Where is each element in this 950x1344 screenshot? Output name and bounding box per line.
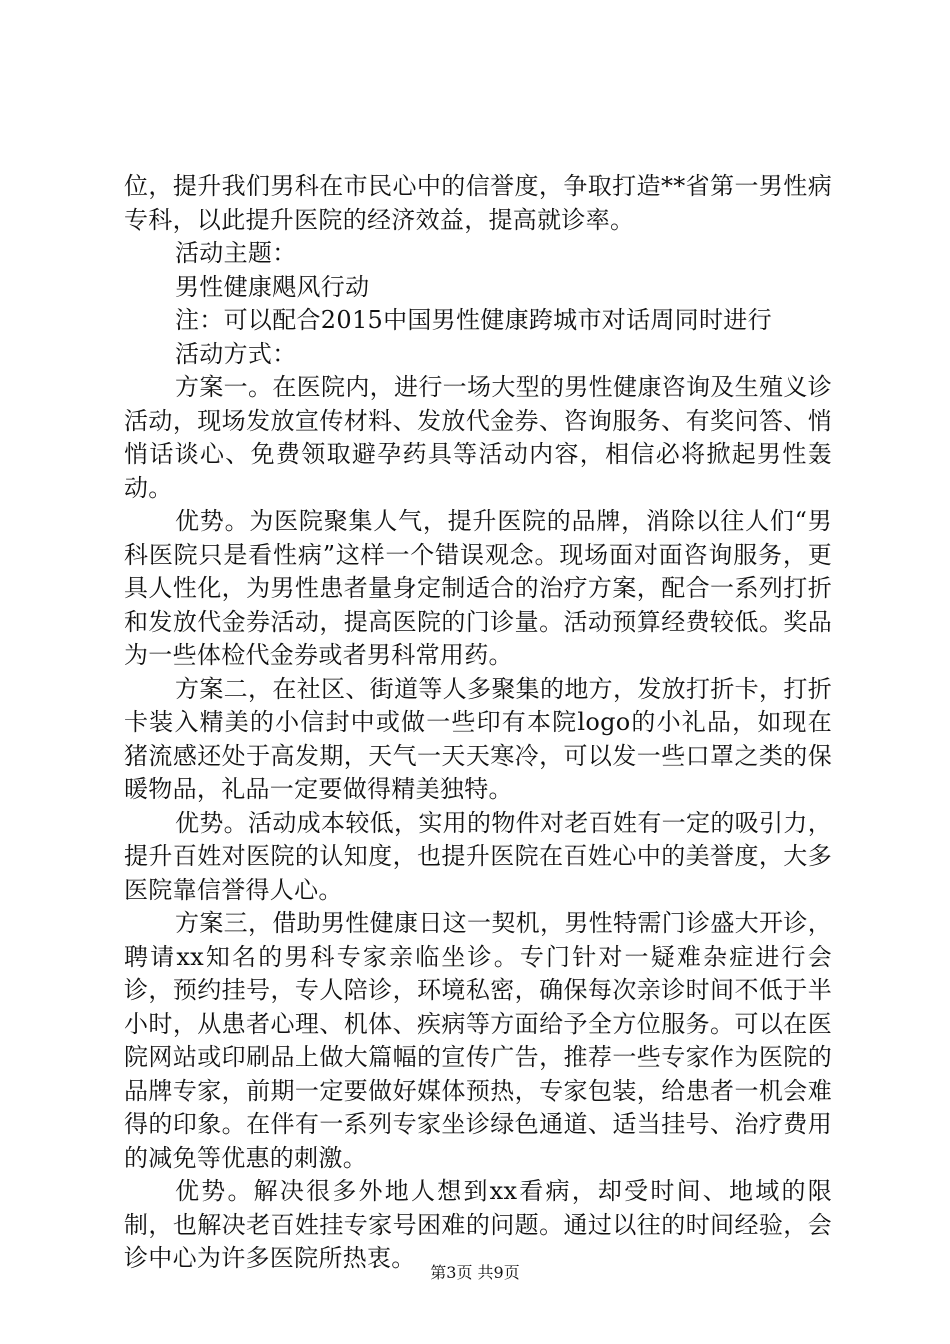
paragraph: 方案三，借助男性健康日这一契机，男性特需门诊盛大开诊，聘请xx知名的男科专家亲临坐诊。专门针对一疑难杂症进行会诊，预约挂号，专人陪诊，环境私密，确保每次亲诊时间不低于半小时，从患者心理、机体、疾病等方面给予全方位服务。可以在医院网站或印刷品上做大篇幅的宣传广告，推荐一些专家作为医院的品牌专家，前期一定要做好媒体预热，专家包装，给患者一机会难得的印象。在伴有一系列专家坐诊绿色通道、适当挂号、治疗费用的减免等优惠的刺激。: [124, 909, 832, 1172]
paragraph: 优势。解决很多外地人想到xx看病，却受时间、地域的限制，也解决老百姓挂专家号困难的问题。通过以往的时间经验，会诊中心为许多医院所热衷。: [124, 1177, 832, 1272]
paragraph: 优势。活动成本较低，实用的物件对老百姓有一定的吸引力，提升百姓对医院的认知度，也提升医院在百姓心中的美誉度，大多医院靠信誉得人心。: [124, 808, 832, 904]
paragraph: 方案二，在社区、街道等人多聚集的地方，发放打折卡，打折卡装入精美的小信封中或做一些印有本院logo的小礼品，如现在猪流感还处于高发期，天气一天天寒冷，可以发一些口罩之类的保暖物品，礼品一定要做得精美独特。: [124, 674, 832, 803]
paragraph: 优势。为医院聚集人气，提升医院的品牌，消除以往人们“男科医院只是看性病”这样一个错误观念。现场面对面咨询服务，更具人性化，为男性患者量身定制适合的治疗方案，配合一系列打折和发放代金券活动，提高医院的门诊量。活动预算经费较低。奖品为一些体检代金券或者男科常用药。: [124, 507, 832, 669]
document-body: [124, 170, 832, 1276]
page-number-footer: 第3页 共9页: [430, 1263, 520, 1282]
paragraph: 活动主题：: [175, 239, 297, 267]
paragraph: 活动方式：: [175, 339, 297, 368]
paragraph: 位，提升我们男科在市民心中的信誉度，争取打造**省第一男性病专科，以此提升医院的经济效益，提高就诊率。: [124, 172, 832, 234]
paragraph: 方案一。在医院内，进行一场大型的男性健康咨询及生殖义诊活动，现场发放宣传材料、发放代金券、咨询服务、有奖问答、悄悄话谈心、免费领取避孕药具等活动内容，相信必将掀起男性轰动。: [124, 373, 832, 502]
paragraph: 男性健康飓风行动: [175, 272, 370, 301]
paragraph: 注：可以配合2015中国男性健康跨城市对话周同时进行: [175, 306, 772, 334]
